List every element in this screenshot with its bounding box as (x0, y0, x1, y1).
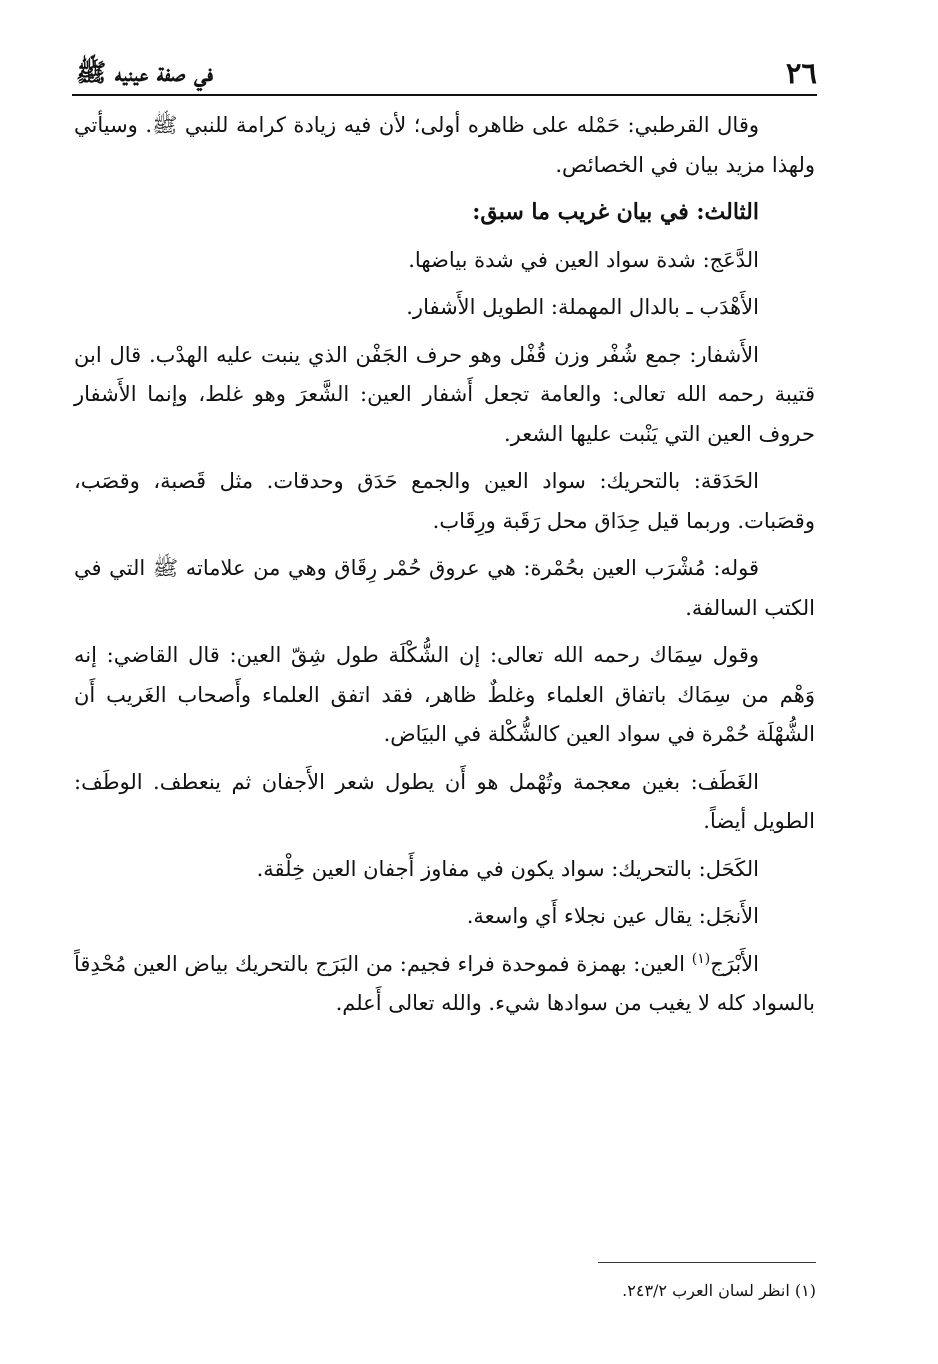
paragraph-mushrab: قوله: مُشْرَب العين بحُمْرة: هي عروق حُمْر رِقَاق وهي من علاماته ﷺ التي في الكتب السالفة. (74, 556, 815, 620)
paragraph-ashfar: الأَشفار: جمع شُفْر وزن قُفْل وهو حرف الجَفْن الذي ينبت عليه الهدْب. قال ابن قتيبة رحمه الله تعالى: والعامة تجعل أَشفار العين: الشَّعرَ وهو غلط، وإنما الأَشفار حروف العين التي يَنْبت عليها الشعر. (74, 342, 815, 446)
footnote: (١) انظر لسان العرب ٢٤٣/٢. (622, 1281, 816, 1300)
paragraph-abraj (74, 945, 815, 1024)
paragraph-ahdab: الأَهْدَب ـ بالدال المهملة: الطويل الأَشفار. (406, 295, 759, 319)
page-number: ٢٦ (785, 56, 817, 90)
paragraph-simak: وقول سِمَاك رحمه الله تعالى: إن الشُّكْلَة طول شِقّ العين: قال القاضي: إنه وَهْم من سِمَاك باتفاق العلماء وغلطٌ ظاهر، فقد اتفق العلماء وأَصحاب الغَريب أَن الشُّهْلَة حُمْرة في سواد العين كالشُّكْلة في البيَاض. (74, 643, 815, 746)
running-title: في صفة عينيه ﷺ (76, 58, 213, 87)
paragraph-ghataf: الغَطَف: بغين معجمة وتُهْمل هو أَن يطول شعر الأَجفان ثم ينعطف. الوطَف: الطويل أيضاً. (74, 769, 815, 833)
body-text (74, 106, 815, 1024)
header-rule (72, 94, 817, 96)
paragraph-hadaqa: الحَدَقة: بالتحريك: سواد العين والجمع حَدَق وحدقات. مثل قَصبة، وقصَب، وقصَبات. وربما قيل حِدَاق محل رَقَبة ورِقَاب. (74, 469, 815, 533)
page-header (76, 52, 817, 96)
abraj-definition: العين: بهمزة فموحدة فراء فجيم: من البَرَج بالتحريك بياض العين مُحْدِقاً بالسواد كله لا يغيب من سوادها شيء. والله تعالى أَعلم. (74, 951, 815, 1015)
footnote-rule (598, 1262, 816, 1263)
paragraph-anjal: الأَنجَل: يقال عين نجلاء أَي واسعة. (466, 904, 759, 928)
footnote-marker: (١) (691, 950, 711, 967)
abraj-term: الأَبْرَج (710, 951, 759, 976)
section-heading: الثالث: في بيان غريب ما سبق: (472, 199, 759, 225)
paragraph-kahal: الكَحَل: بالتحريك: سواد يكون في مفاوز أَجفان العين خِلْقة. (256, 856, 759, 881)
paragraph-qurtubi: وقال القرطبي: حَمْله على ظاهره أولى؛ لأن فيه زيادة كرامة للنبي ﷺ. وسيأتي ولهذا مزيد بيان في الخصائص. (74, 113, 815, 177)
paragraph-daaj: الدَّعَج: شدة سواد العين في شدة بياضها. (408, 247, 759, 272)
